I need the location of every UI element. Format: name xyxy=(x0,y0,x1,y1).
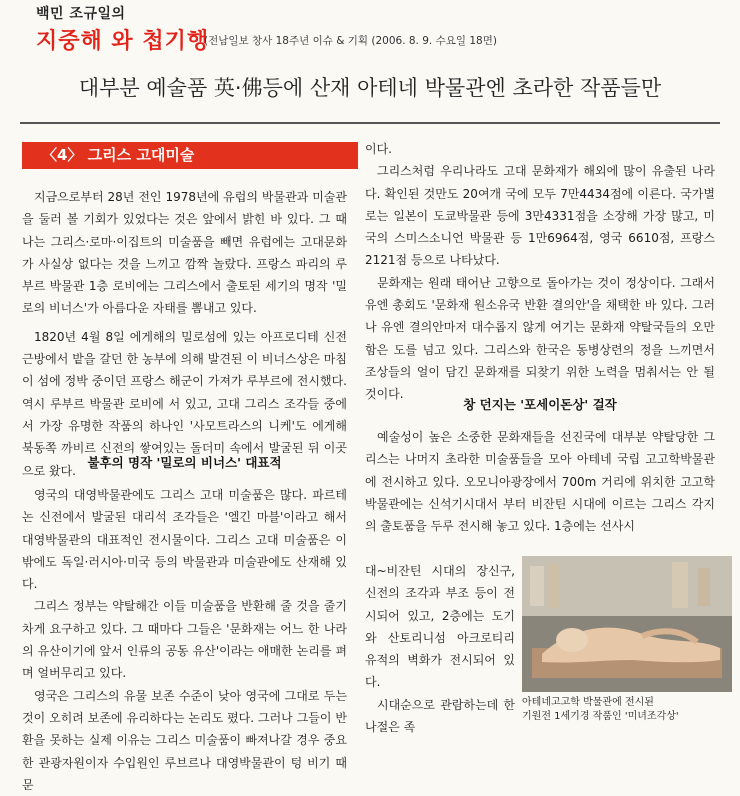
headline: 대부분 예술품 英·佛등에 산재 아테네 박물관엔 초라한 작품들만 xyxy=(78,76,662,100)
left-column-top xyxy=(22,186,347,482)
series-author: 백민 조규일의 xyxy=(36,6,126,22)
series-title: 지중해 와 첩기행 xyxy=(36,29,210,54)
right-paragraph-4: 대~비잔틴 시대의 장신구, 신전의 조각과 부조 등이 전시되어 있고, 2층에는 도기와 산토리니섬 아크로티리 유적의 벽화가 전시되어 있다. xyxy=(365,564,515,690)
right-paragraph-2: 문화재는 원래 태어난 고향으로 돌아가는 것이 정상이다. 그래서 유엔 총회도 '문화재 원소유국 반환 결의안'을 채택한 바 있다. 그러나 유엔 결의안마저 대수롭지 않게 여기는 문화재 약탈국들의 오만함은 도를 넘고 있다. 그리스와 한국은 동병상련의 정을 느끼면서 조상들의 얼이 담긴 문화재를 되찾기 위한 노력을 멈춰서는 안 될 것이다. xyxy=(365,275,715,402)
right-subhead: 창 던지는 '포세이돈상' 걸작 xyxy=(463,397,617,412)
left-paragraph-5: 영국은 그리스의 유물 보존 수준이 낮아 영국에 그대로 두는 것이 오히려 보존에 유리하다는 논리도 폈다. 그러나 그들이 반환을 못하는 실제 이유는 그리스 미술품이 빠져나갈 경우 중요한 관광자원이자 수입원인 루브르나 대영박물관이 텅 비기 때문 xyxy=(22,688,347,792)
source-note: (전남일보 창사 18주년 이슈 & 기획 (2006. 8. 9. 수요일 18면) xyxy=(204,35,497,47)
left-subhead: 불후의 명작 '밀로의 비너스' 대표적 xyxy=(87,455,282,470)
right-paragraph-1: 그리스처럼 우리나라도 고대 문화재가 해외에 많이 유출된 나라다. 확인된 것만도 20여개 국에 모두 7만4434점에 이른다. 국가별로는 일본이 도쿄박물관 등에 3만4331점을 소장해 가장 많고, 미국의 스미스소니언 박물관 등 1만6964점, 영국 6610점, 프랑스 2121점 등으로 나타났다. xyxy=(365,164,715,268)
right-column-top xyxy=(365,138,715,406)
right-column-narrow xyxy=(365,560,515,738)
right-paragraph-0: 이다. xyxy=(365,142,392,156)
left-paragraph-4: 그리스 정부는 약탈해간 이들 미술품을 반환해 줄 것을 줄기차게 요구하고 있다. 그 때마다 그들은 '문화재는 어느 한 나라의 유산이기에 앞서 인류의 공동 유산'이라는 애매한 논리를 펴며 얼버무리고 있다. xyxy=(22,599,347,681)
headline-rule xyxy=(20,122,720,124)
photo-caption-line-2: 기원전 1세기경 작품인 '미녀조각상' xyxy=(522,711,679,722)
section-title: 〈4〉 그리스 고대미술 xyxy=(22,142,358,169)
right-paragraph-5: 시대순으로 관람하는데 한나절은 족 xyxy=(365,697,515,735)
right-paragraph-3: 예술성이 높은 소중한 문화재들을 선진국에 대부분 약탈당한 그리스는 나머지 초라한 미술품들을 모아 아테네 국립 고고학박물관에 전시하고 있다. 오모니아광장에서 700m 거리에 위치한 고고학박물관에는 신석기시대서 부터 비잔틴 시대에 이르는 그리스 각지의 출토품을 두루 전시해 놓고 있다. 1층에는 선사시 xyxy=(365,430,715,534)
photo-caption xyxy=(522,696,732,724)
left-paragraph-3: 영국의 대영박물관에도 그리스 고대 미술품은 많다. 파르테논 신전에서 발굴된 대리석 조각들은 '엘긴 마블'이라고 해서 대영박물관의 대표적인 전시물이다. 그리스 고대 미술품은 이밖에도 독일·러시아·미국 등의 박물관과 미술관에도 산재해 있다. xyxy=(22,488,347,592)
sculpture-photo xyxy=(522,556,732,692)
photo-caption-line-1: 아테네고고학 박물관에 전시된 xyxy=(522,697,654,708)
left-paragraph-2: 1820년 4월 8일 에게해의 밀로섬에 있는 아프로디테 신전 근방에서 밭을 갈던 한 농부에 의해 발견된 이 비너스상은 마침 이 섬에 정박 중이던 프랑스 해군이 가져가 루부르에 전시했다. 역시 루부르 박물관 로비에 서 있고, 고대 그리스 조각들 중에서 가장 유명한 작품의 하나인 '사모트라스의 니케'도 에게해 북동쪽 까비르 신전의 쌓여있는 돌더미 속에서 발굴된 뒤 이곳으로 왔다. xyxy=(22,329,347,478)
left-paragraph-1: 지금으로부터 28년 전인 1978년에 유럽의 박물관과 미술관을 둘러 볼 기회가 있었다는 것은 앞에서 밝힌 바 있다. 그 때 나는 그리스·로마·이집트의 미술품을 빼면 유럽에는 고대문화가 사실상 없다는 것을 느끼고 깜짝 놀랐다. 프랑스 파리의 루부르 박물관 1층 로비에는 그리스에서 출토된 세기의 명작 '밀로의 비너스'가 아름다운 자태를 뽐내고 있다. xyxy=(22,190,347,316)
left-column-bottom xyxy=(22,484,347,796)
right-column-middle xyxy=(365,426,715,537)
reclining-statue-image xyxy=(522,556,732,692)
